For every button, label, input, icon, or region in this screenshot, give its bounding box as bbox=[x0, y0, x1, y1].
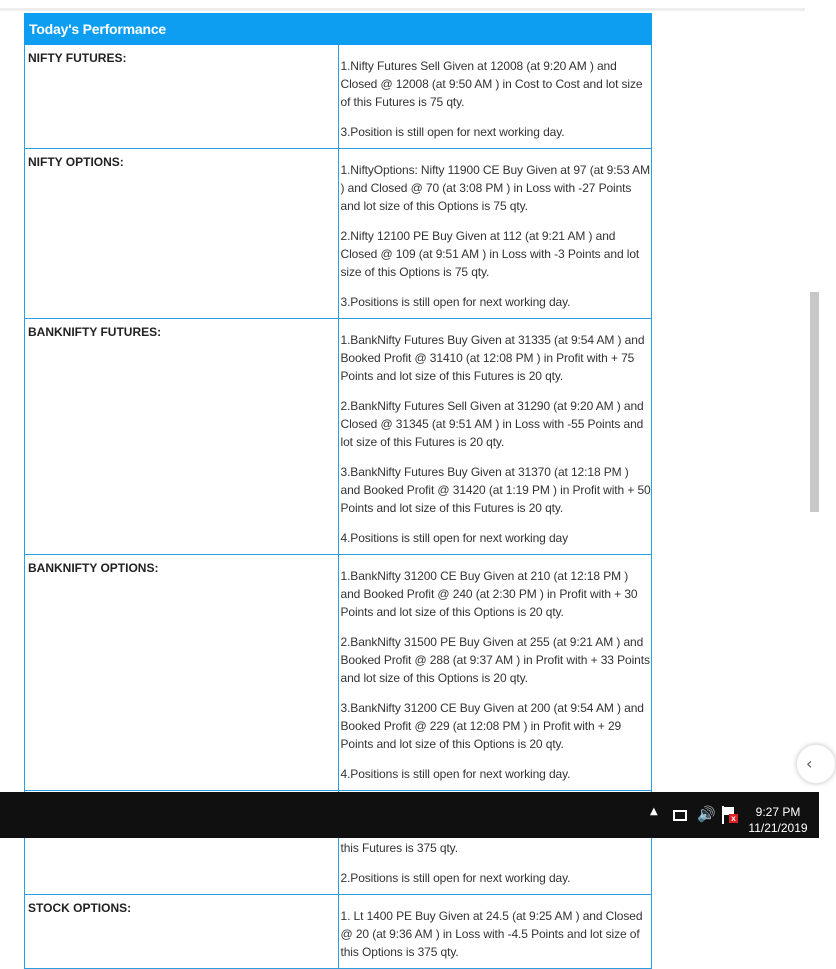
trade-entry: 1.BankNifty 31200 CE Buy Given at 210 (at 12:18 PM ) and Booked Profit @ 240 (at 2:30 PM ) in Profit with + 30 Points and lot size of this Options is 20 qty. bbox=[340, 569, 638, 619]
system-clock[interactable] bbox=[738, 804, 818, 836]
table-row bbox=[25, 149, 652, 319]
collapse-button[interactable] bbox=[796, 744, 836, 784]
segment-details bbox=[338, 149, 652, 319]
segment-details bbox=[338, 555, 652, 791]
table-row bbox=[25, 555, 652, 791]
trade-entry: 1.BankNifty Futures Buy Given at 31335 (at 9:54 AM ) and Booked Profit @ 31410 (at 12:08 PM ) in Profit with + 75 Points and lot size of this Futures is 20 qty. bbox=[340, 333, 645, 383]
action-center-flag-icon[interactable] bbox=[722, 806, 736, 824]
flag-error-badge: x bbox=[729, 814, 738, 823]
table-row bbox=[25, 45, 652, 149]
table-row bbox=[25, 319, 652, 555]
trade-entry: 3.BankNifty 31200 CE Buy Given at 200 (at 9:54 AM ) and Booked Profit @ 229 (at 12:08 PM ) in Profit with + 29 Points and lot size of this Options is 20 qty. bbox=[340, 701, 644, 751]
segment-details bbox=[338, 895, 652, 969]
trade-entry: 2.BankNifty Futures Sell Given at 31290 (at 9:20 AM ) and Closed @ 31345 (at 9:51 AM ) in Loss with -55 Points and lot size of this Futures is 20 qty. bbox=[340, 399, 644, 449]
chevron-left-icon: ‹ bbox=[806, 754, 813, 773]
taskbar bbox=[0, 792, 819, 838]
trade-entry: 1.NiftyOptions: Nifty 11900 CE Buy Given at 97 (at 9:53 AM ) and Closed @ 70 (at 3:08 PM ) in Loss with -27 Points and lot size of this Options is 75 qty. bbox=[340, 163, 650, 213]
trade-entry: 2.BankNifty 31500 PE Buy Given at 255 (at 9:21 AM ) and Booked Profit @ 288 (at 9:37 AM ) in Profit with + 33 Points and lot size of this Options is 20 qty. bbox=[340, 635, 650, 685]
trade-entry: 3.Positions is still open for next working day. bbox=[340, 295, 571, 309]
clock-date: 11/21/2019 bbox=[748, 821, 808, 835]
trade-entry: this Futures is 375 qty. bbox=[340, 841, 458, 855]
segment-name: NIFTY OPTIONS: bbox=[25, 149, 339, 319]
segment-details bbox=[338, 319, 652, 555]
trade-entry: 3.BankNifty Futures Buy Given at 31370 (at 12:18 PM ) and Booked Profit @ 31420 (at 1:19 PM ) in Profit with + 50 Points and lot size of this Futures is 20 qty. bbox=[340, 465, 651, 515]
trade-entry: 1.Nifty Futures Sell Given at 12008 (at 9:20 AM ) and Closed @ 12008 (at 9:50 AM ) in Cost to Cost and lot size of this Futures is 75 qty. bbox=[340, 59, 643, 109]
segment-name: BANKNIFTY OPTIONS: bbox=[25, 555, 339, 791]
scrollbar-thumb[interactable] bbox=[810, 292, 819, 512]
trade-entry: 4.Positions is still open for next working day bbox=[340, 531, 569, 545]
segment-name: STOCK OPTIONS: bbox=[25, 895, 339, 969]
network-icon[interactable] bbox=[673, 810, 687, 821]
trade-entry: 1. Lt 1400 PE Buy Given at 24.5 (at 9:25 AM ) and Closed @ 20 (at 9:36 AM ) in Loss with -4.5 Points and lot size of this Options is 375 qty. bbox=[340, 909, 643, 959]
volume-icon[interactable]: 🔊 bbox=[697, 805, 716, 823]
performance-title: Today's Performance bbox=[25, 14, 652, 45]
trade-entry: 4.Positions is still open for next working day. bbox=[340, 767, 571, 781]
chevron-up-icon[interactable]: ▲ bbox=[650, 806, 658, 817]
trade-entry: 2.Nifty 12100 PE Buy Given at 112 (at 9:21 AM ) and Closed @ 109 (at 9:51 AM ) in Loss with -3 Points and lot size of this Options is 75 qty. bbox=[340, 229, 640, 279]
segment-details bbox=[338, 45, 652, 149]
trade-entry: 2.Positions is still open for next working day. bbox=[340, 871, 571, 885]
segment-name: NIFTY FUTURES: bbox=[25, 45, 339, 149]
clock-time: 9:27 PM bbox=[755, 805, 801, 819]
trade-entry: 3.Position is still open for next working day. bbox=[340, 125, 565, 139]
table-row bbox=[25, 895, 652, 969]
segment-name: BANKNIFTY FUTURES: bbox=[25, 319, 339, 555]
